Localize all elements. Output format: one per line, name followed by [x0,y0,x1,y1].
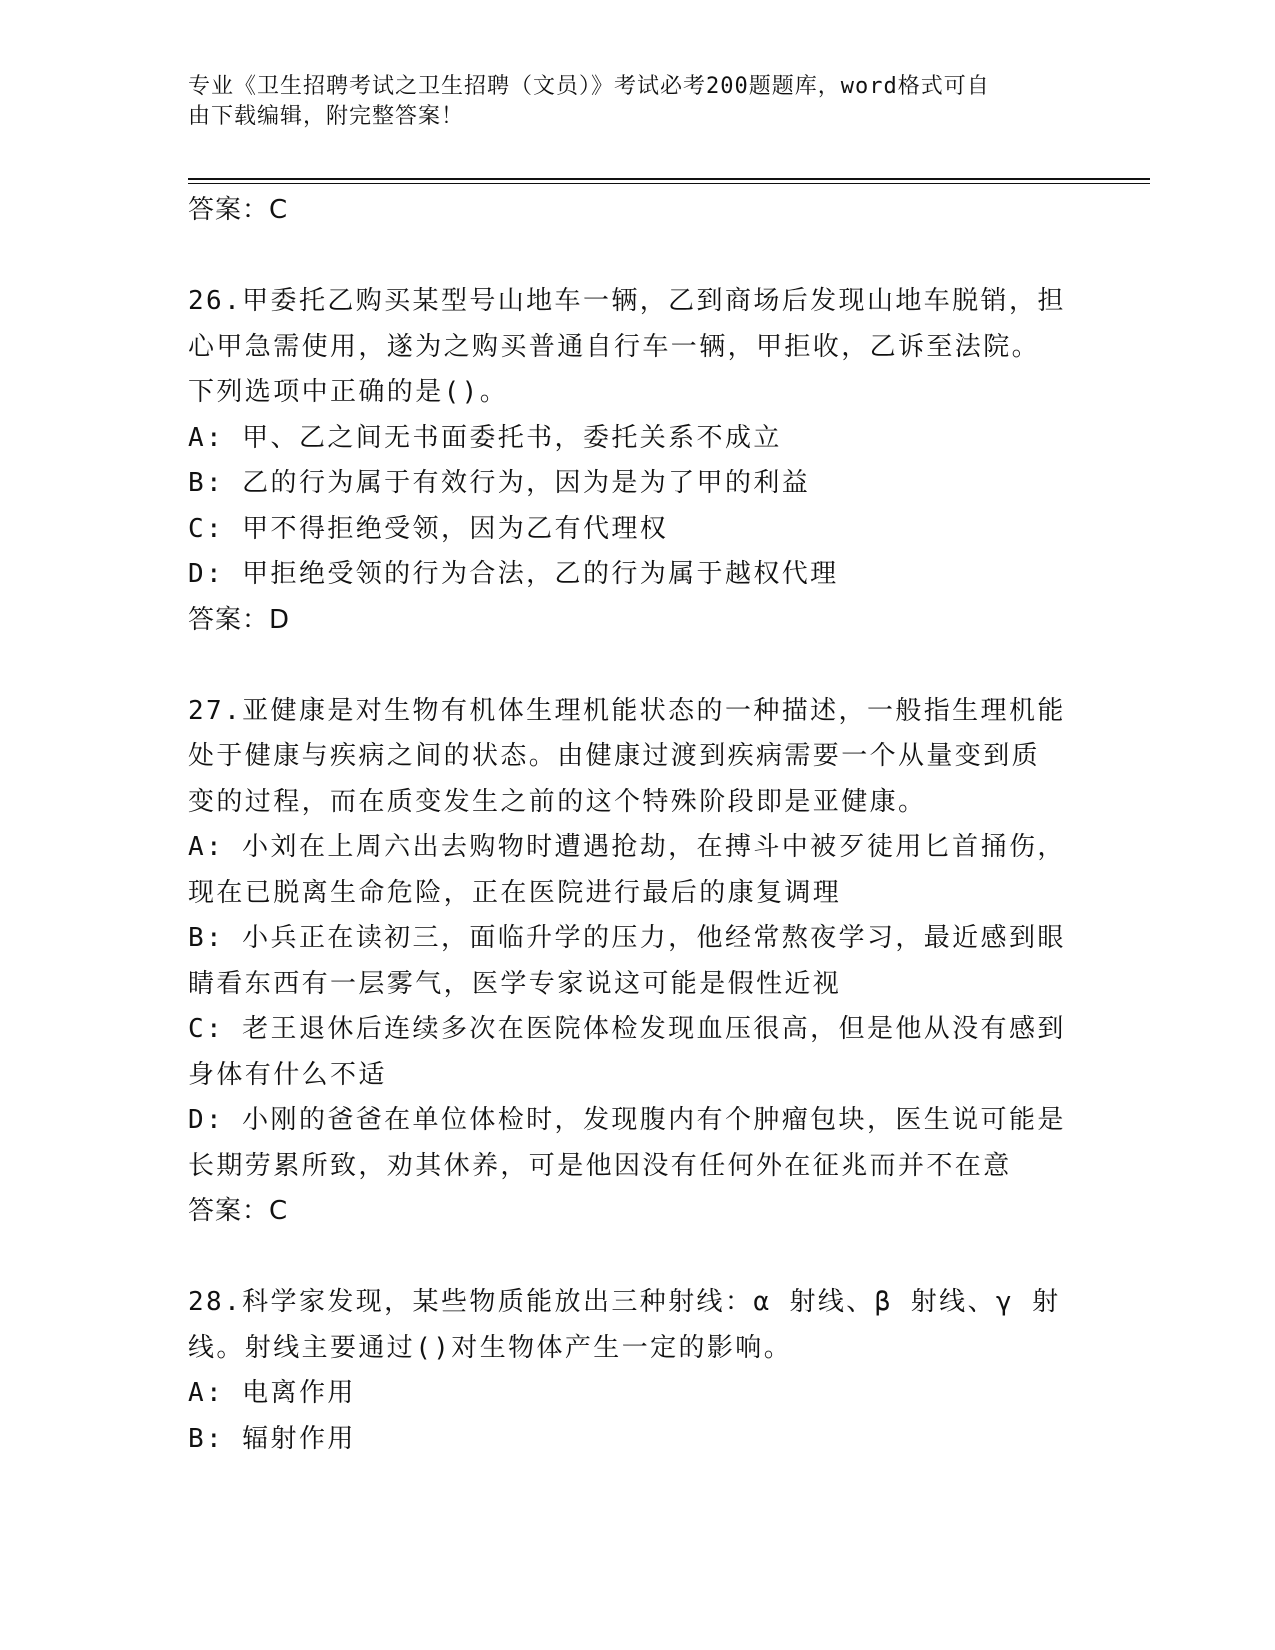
question-26-option-b: B: 乙的行为属于有效行为，因为是为了甲的利益 [188,468,811,498]
question-27-option-b-line-1: B: 小兵正在读初三，面临升学的压力，他经常熬夜学习，最近感到眼 [188,923,1066,953]
question-27-option-a-line-2: 现在已脱离生命危险，正在医院进行最后的康复调理 [188,877,842,908]
question-27-text-line-2: 处于健康与疾病之间的状态。由健康过渡到疾病需要一个从量变到质 [188,741,1041,771]
question-27-option-b-line-2: 睛看东西有一层雾气，医学专家说这可能是假性近视 [188,968,842,999]
spacer [188,1235,1088,1281]
question-26-text-line-1: 26.甲委托乙购买某型号山地车一辆，乙到商场后发现山地车脱销，担 [188,286,1066,316]
spacer [188,234,1088,280]
question-27-option-c-line-2: 身体有什么不适 [188,1059,387,1090]
question-28-text-line-2: 线。射线主要通过()对生物体产生一定的影响。 [188,1332,793,1363]
question-28-option-b: B: 辐射作用 [188,1423,356,1454]
question-26-option-d: D: 甲拒绝受领的行为合法，乙的行为属于越权代理 [188,559,839,589]
question-26-option-a: A: 甲、乙之间无书面委托书，委托关系不成立 [188,422,782,453]
document-header [188,72,1068,132]
question-27-option-c-line-1: C: 老王退休后连续多次在医院体检发现血压很高，但是他从没有感到 [188,1014,1066,1044]
question-28-option-a: A: 电离作用 [188,1378,356,1408]
question-26-text-line-2: 心甲急需使用，遂为之购买普通自行车一辆，甲拒收，乙诉至法院。 [188,331,1041,362]
header-line-2: 由下载编辑，附完整答案！ [188,104,465,129]
question-26 [188,279,1088,643]
header-divider-thick [188,178,1150,180]
question-28 [188,1280,1088,1462]
question-content [188,188,1088,1462]
question-27 [188,689,1088,1235]
question-27-text-line-1: 27.亚健康是对生物有机体生理机能状态的一种描述，一般指生理机能 [188,695,1066,726]
header-line-1: 专业《卫生招聘考试之卫生招聘（文员）》考试必考200题题库，word格式可自 [188,74,990,99]
question-28-text-line-1: 28.科学家发现，某些物质能放出三种射线：α 射线、β 射线、γ 射 [188,1287,1061,1317]
answer-q27: 答案：C [188,1196,289,1226]
question-27-option-d-line-2: 长期劳累所致，劝其休养，可是他因没有任何外在征兆而并不在意 [188,1150,1012,1181]
spacer [188,643,1088,689]
question-27-text-line-3: 变的过程，而在质变发生之前的这个特殊阶段即是亚健康。 [188,786,927,817]
question-27-option-a-line-1: A: 小刘在上周六出去购物时遭遇抢劫，在搏斗中被歹徒用匕首捅伤， [188,832,1066,862]
header-divider-thin [188,183,1150,184]
question-26-option-c: C: 甲不得拒绝受领，因为乙有代理权 [188,513,669,544]
answer-q25: 答案：C [188,195,289,225]
question-26-text-line-3: 下列选项中正确的是()。 [188,377,509,407]
question-27-option-d-line-1: D: 小刚的爸爸在单位体检时，发现腹内有个肿瘤包块，医生说可能是 [188,1105,1066,1135]
answer-q26: 答案：D [188,604,291,635]
